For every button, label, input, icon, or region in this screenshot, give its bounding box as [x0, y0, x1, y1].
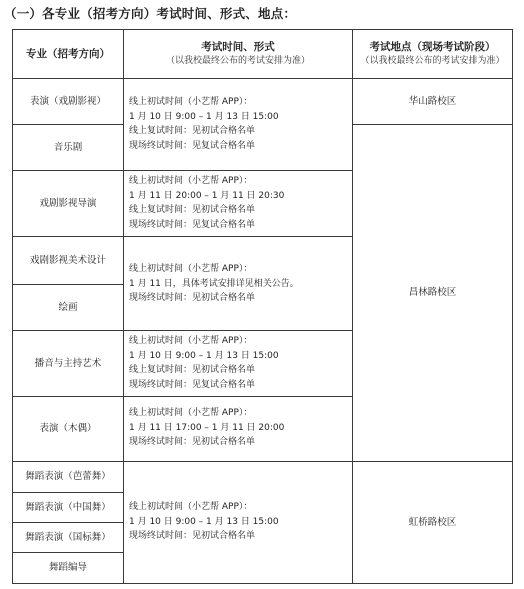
schedule-line: 1 月 11 日，具体考试安排详见相关公告。	[129, 278, 299, 289]
major-cell: 表演（戏剧影视）	[29, 95, 106, 107]
schedule-line: 线上复试时间：见初试合格名单	[129, 126, 256, 136]
schedule-block	[129, 334, 279, 392]
major-cell: 舞蹈表演（芭蕾舞）	[25, 471, 111, 482]
major-cell: 播音与主持艺术	[34, 357, 102, 369]
schedule-line: 线上初试时间（小艺帮 APP）：	[129, 408, 253, 418]
schedule-row-divider	[123, 461, 353, 462]
section-heading: （一）各专业（招考方向）考试时间、形式、地点：	[4, 6, 297, 21]
schedule-block	[129, 406, 284, 450]
schedule-block	[129, 95, 279, 153]
schedule-row-divider	[123, 396, 353, 397]
schedule-line: 现场终试时间：见初试合格名单	[129, 531, 256, 541]
schedule-line: 1 月 11 日 20:00 – 1 月 11 日 20:30	[129, 190, 285, 201]
header-location-note: （以我校最终公布的考试安排为准）	[360, 56, 505, 66]
column-divider-1	[123, 29, 124, 584]
schedule-line: 线上复试时间：见初试合格名单	[129, 205, 256, 215]
schedule-line: 线上初试时间（小艺帮 APP）：	[129, 336, 253, 346]
schedule-line: 现场终试时间：见复试合格名单	[129, 219, 256, 230]
schedule-row-divider	[123, 170, 353, 171]
header-major: 专业（招考方向）	[26, 48, 110, 60]
schedule-block	[129, 262, 299, 306]
schedule-line: 现场终试时间：见复试合格名单	[129, 379, 256, 390]
major-cell: 音乐剧	[53, 141, 83, 153]
location-cell: 华山路校区	[408, 95, 457, 107]
schedule-line: 1 月 10 日 9:00 – 1 月 13 日 15:00	[129, 516, 279, 527]
schedule-line: 线上初试时间（小艺帮 APP）：	[129, 502, 253, 512]
major-cell: 戏剧影视美术设计	[29, 254, 106, 266]
major-cell: 舞蹈表演（国标舞）	[25, 531, 111, 543]
major-cell: 舞蹈表演（中国舞）	[25, 501, 111, 513]
table-border-bottom	[12, 583, 513, 584]
schedule-row-divider	[123, 236, 353, 237]
schedule-line: 现场终试时间：见初试合格名单	[129, 293, 256, 303]
schedule-line: 线上复试时间：见初试合格名单	[129, 365, 256, 375]
schedule-block	[129, 500, 279, 544]
header-time	[124, 30, 352, 78]
schedule-line: 现场终试时间：见初试合格名单	[129, 437, 256, 447]
schedule-line: 线上初试时间（小艺帮 APP）：	[129, 97, 253, 107]
header-location-title: 考试地点（现场考试阶段）	[369, 41, 496, 53]
major-cell: 舞蹈编导	[48, 562, 87, 573]
location-cell: 虹桥路校区	[408, 516, 457, 528]
major-cell: 绘画	[58, 301, 78, 313]
location-cell: 昌林路校区	[408, 287, 457, 298]
header-location	[353, 30, 512, 78]
schedule-line: 1 月 10 日 9:00 – 1 月 13 日 15:00	[129, 111, 279, 122]
schedule-row-divider	[123, 330, 353, 331]
major-cell: 表演（木偶）	[39, 423, 97, 434]
header-time-note: （以我校最终公布的考试安排为准）	[165, 56, 310, 66]
header-time-title: 考试时间、形式	[201, 41, 275, 53]
schedule-line: 1 月 10 日 9:00 – 1 月 13 日 15:00	[129, 350, 279, 361]
schedule-line: 现场终试时间：见复试合格名单	[129, 140, 256, 151]
major-cell: 戏剧影视导演	[39, 197, 97, 209]
schedule-line: 线上初试时间（小艺帮 APP）：	[129, 264, 253, 274]
schedule-line: 线上初试时间（小艺帮 APP）：	[129, 176, 253, 186]
schedule-block	[129, 174, 284, 232]
table-border-right	[512, 29, 513, 584]
schedule-line: 1 月 11 日 17:00 – 1 月 11 日 20:00	[129, 422, 285, 433]
